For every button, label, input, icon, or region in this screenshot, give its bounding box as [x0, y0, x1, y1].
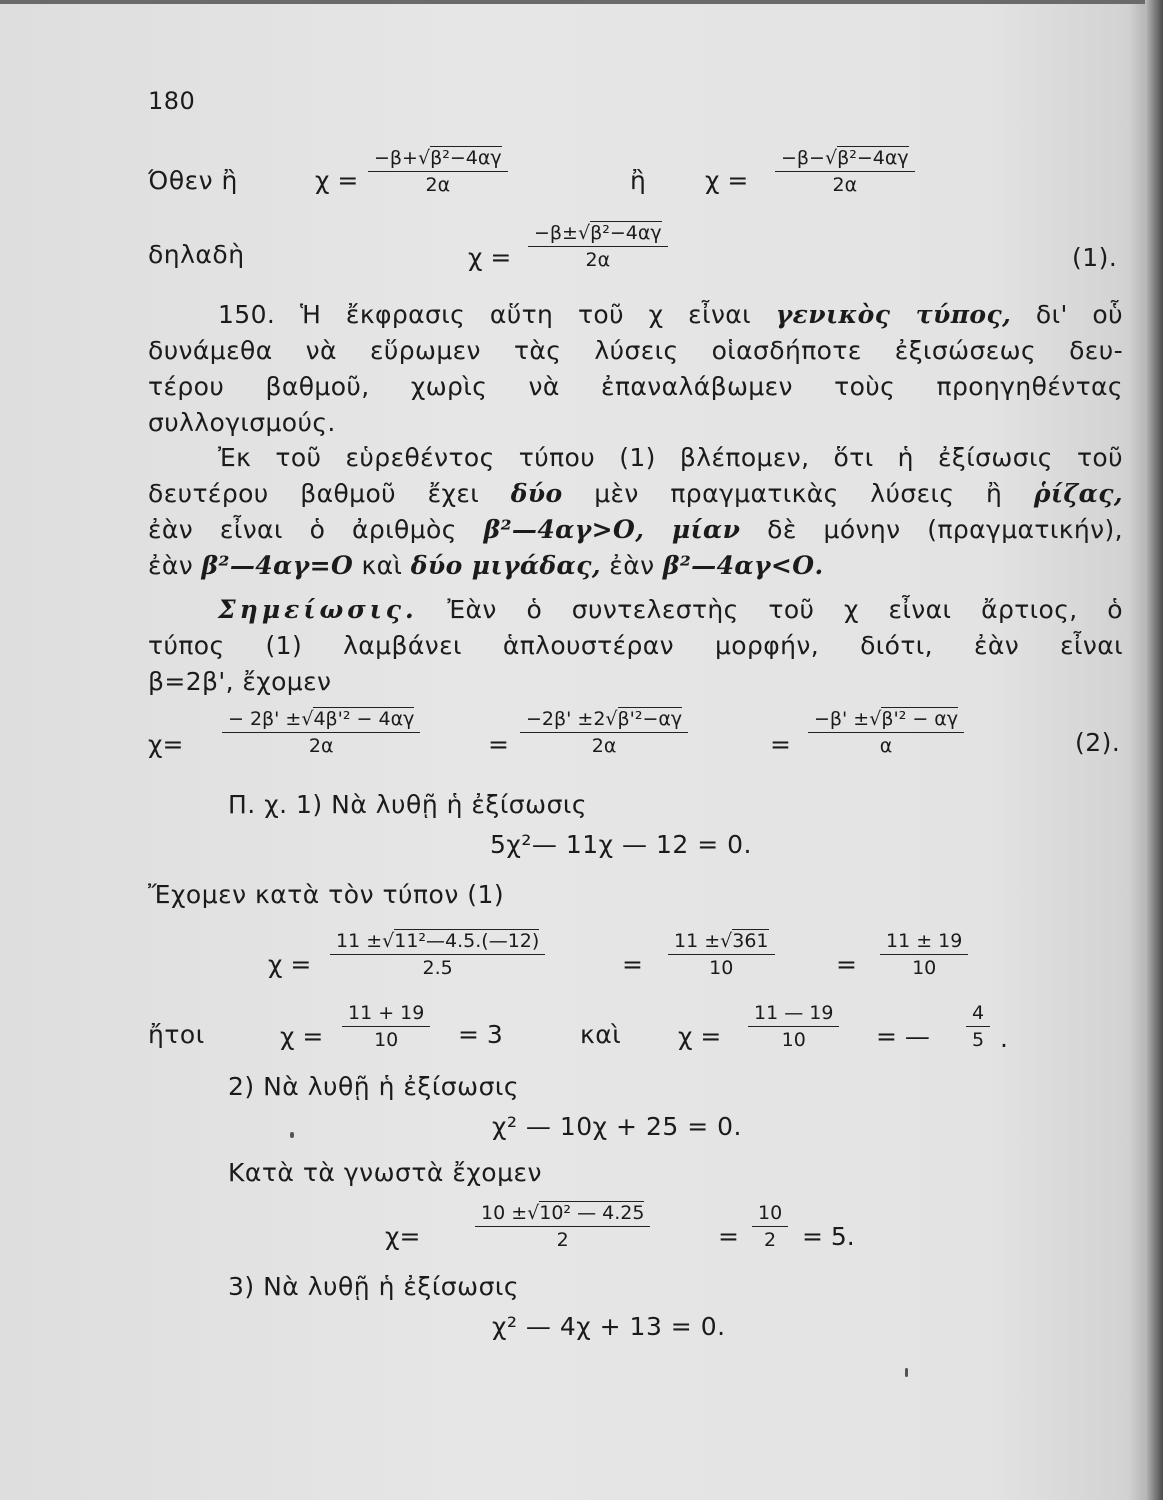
formula-x: χ = — [268, 950, 312, 979]
formula-or: ἢ — [630, 166, 647, 195]
denominator: 5 — [972, 1029, 985, 1051]
emphasis: β²—4αγ=Ο — [201, 551, 354, 580]
denominator: 2α — [585, 249, 611, 271]
text-line — [148, 512, 1123, 548]
result-value: = 3 — [458, 1020, 503, 1049]
text-line: τέρου βαθμοῦ, χωρὶς νὰ ἐπαναλάβωμεν τοὺς προηγηθέντας — [148, 372, 1123, 401]
radicand: β²−4αγ — [837, 147, 909, 169]
equals-sign: = — [622, 950, 643, 979]
emphasis: ῥίζας, — [1033, 479, 1123, 508]
numerator-prefix: −β−√ — [781, 147, 838, 169]
speck — [905, 1368, 908, 1377]
text-run: δι' οὗ — [1035, 300, 1123, 329]
radicand: β²−4αγ — [430, 147, 502, 169]
formula-combined-label: δηλαδὴ — [148, 240, 245, 269]
denominator: 10 — [374, 1029, 399, 1051]
numerator-prefix: −β+√ — [374, 147, 431, 169]
ex1-result-2-fraction — [748, 1002, 839, 1051]
radicand: 361 — [732, 930, 769, 952]
example-1-equation: 5χ²— 11χ — 12 = 0. — [490, 830, 752, 859]
denominator: α — [879, 735, 893, 757]
numerator-prefix: − 2β' ±√ — [228, 708, 314, 730]
numerator-prefix: 11 ±√ — [336, 930, 395, 952]
radicand: β'² − αγ — [881, 708, 959, 730]
text-run: Ἐὰν ὁ συντελεστὴς τοῦ χ εἶναι ἄρτιος, ὁ — [447, 595, 1123, 624]
text-run: δευτέρου βαθμοῦ ἔχει — [148, 479, 480, 508]
period: . — [1000, 1024, 1009, 1053]
emphasis: γενικὸς τύπος, — [775, 300, 1012, 329]
formula-x: χ= — [385, 1222, 421, 1251]
numerator-prefix: 10 ±√ — [481, 1202, 540, 1224]
text-run: ἐὰν — [609, 551, 655, 580]
page-top-edge — [0, 0, 1163, 4]
denominator: 10 — [781, 1029, 806, 1051]
emphasis: δύο μιγάδας, — [410, 551, 601, 580]
numerator: 11 ± 19 — [880, 930, 968, 955]
denominator: 2α — [832, 174, 858, 196]
numerator: 4 — [966, 1002, 990, 1027]
ex2-fraction-2 — [752, 1202, 788, 1251]
example-2-intro: Κατὰ τὰ γνωστὰ ἔχομεν — [228, 1158, 542, 1187]
formula-tag-2: (2). — [1075, 728, 1121, 757]
example-1-intro: Ἔχομεν κατὰ τὸν τύπον (1) — [148, 880, 505, 909]
roots-paragraph — [148, 440, 1123, 584]
numerator-prefix: −β±√ — [534, 222, 591, 244]
example-3-equation: χ² — 4χ + 13 = 0. — [492, 1312, 726, 1341]
page-right-edge — [1145, 0, 1163, 1500]
text-line: δυνάμεθα νὰ εὕρωμεν τὰς λύσεις οἱασδήποτε ἐξισώσεως δευ- — [148, 336, 1123, 365]
text-line — [148, 476, 1123, 512]
equals-sign: = — [770, 730, 791, 759]
radicand: β²−4αγ — [590, 222, 662, 244]
formula2-fraction-2 — [520, 708, 688, 757]
numerator-prefix: 11 ±√ — [674, 930, 733, 952]
text-run: ἐὰν — [148, 551, 194, 580]
ex1-fraction-3 — [880, 930, 968, 979]
formula-x: χ = — [468, 243, 512, 272]
text-line — [148, 592, 1123, 628]
numerator-prefix: −2β' ±2√ — [526, 708, 618, 730]
text-run: μὲν πραγματικὰς λύσεις ἢ — [594, 479, 1003, 508]
formula-tag-1: (1). — [1072, 243, 1118, 272]
page-number: 180 — [148, 87, 196, 115]
denominator: 10 — [912, 957, 937, 979]
radicand: 4β'² − 4αγ — [313, 708, 415, 730]
numerator: 11 + 19 — [342, 1002, 430, 1027]
text-line: β=2β', ἔχομεν — [148, 667, 332, 696]
ex2-fraction-1 — [475, 1202, 650, 1251]
denominator: 2 — [556, 1229, 569, 1251]
speck — [290, 1132, 294, 1138]
formula-intro-label: Όθεν ἢ — [148, 166, 238, 195]
equals-sign: = — [488, 730, 509, 759]
formula-fraction-minus — [775, 147, 915, 196]
equals-sign: = — [836, 950, 857, 979]
emphasis: β²—4αγ>Ο, μίαν — [483, 515, 741, 544]
denominator: 2α — [591, 735, 617, 757]
equals-minus: = — — [876, 1022, 930, 1051]
formula2-fraction-3 — [808, 708, 964, 757]
emphasis: β²—4αγ<Ο. — [662, 551, 824, 580]
denominator: 2α — [425, 174, 451, 196]
formula-x: χ= — [148, 730, 184, 759]
ex1-result-1-fraction — [342, 1002, 430, 1051]
text-line: τύπος (1) λαμβάνει ἁπλουστέραν μορφήν, διότι, ἐὰν εἶναι — [148, 631, 1123, 660]
text-line — [148, 548, 1123, 584]
formula-x: χ = — [280, 1022, 324, 1051]
example-1-title: Π. χ. 1) Νὰ λυθῇ ἡ ἐξίσωσις — [228, 790, 588, 819]
text-itoi: ἤτοι — [148, 1020, 205, 1049]
example-2-equation: χ² — 10χ + 25 = 0. — [492, 1112, 742, 1141]
text-kai: καὶ — [580, 1020, 622, 1049]
remark-paragraph — [148, 592, 1123, 700]
radicand: β'²−αγ — [617, 708, 683, 730]
formula2-fraction-1 — [222, 708, 420, 757]
radicand: 11²—4.5.(—12) — [394, 930, 540, 952]
formula-x: χ = — [315, 166, 359, 195]
text-run: καὶ — [361, 551, 403, 580]
text-line: συλλογισμούς. — [148, 408, 336, 437]
denominator: 10 — [709, 957, 734, 979]
text-line: Ἐκ τοῦ εὑρεθέντος τύπου (1) βλέπομεν, ὅτι ἡ ἐξίσωσις τοῦ — [218, 443, 1123, 472]
section-150-paragraph — [148, 297, 1123, 441]
formula-x: χ = — [678, 1022, 722, 1051]
remark-heading: Σημείωσις. — [218, 595, 418, 624]
formula-fraction-plusminus — [528, 222, 668, 271]
text-run: 150. Ἡ ἔκφρασις αὕτη τοῦ χ εἶναι — [218, 300, 752, 329]
example-3-title: 3) Νὰ λυθῇ ἡ ἐξίσωσις — [228, 1272, 520, 1301]
formula-x: χ = — [705, 166, 749, 195]
ex1-result-2-value-fraction — [966, 1002, 990, 1051]
radicand: 10² — 4.25 — [539, 1202, 645, 1224]
ex1-fraction-2 — [668, 930, 775, 979]
example-2-title: 2) Νὰ λυθῇ ἡ ἐξίσωσις — [228, 1072, 520, 1101]
text-line — [148, 297, 1123, 333]
ex1-fraction-1 — [330, 930, 545, 979]
numerator: 11 — 19 — [748, 1002, 839, 1027]
numerator: 10 — [752, 1202, 788, 1227]
denominator: 2α — [308, 735, 334, 757]
numerator-prefix: −β' ±√ — [814, 708, 882, 730]
formula-fraction-plus — [368, 147, 508, 196]
equals-sign: = — [718, 1222, 739, 1251]
result-value: = 5. — [802, 1222, 855, 1251]
denominator: 2.5 — [422, 957, 453, 979]
text-run: δὲ μόνην (πραγματικήν), — [767, 515, 1123, 544]
denominator: 2 — [764, 1229, 777, 1251]
text-run: ἐὰν εἶναι ὁ ἀριθμὸς — [148, 515, 457, 544]
emphasis: δύο — [510, 479, 563, 508]
